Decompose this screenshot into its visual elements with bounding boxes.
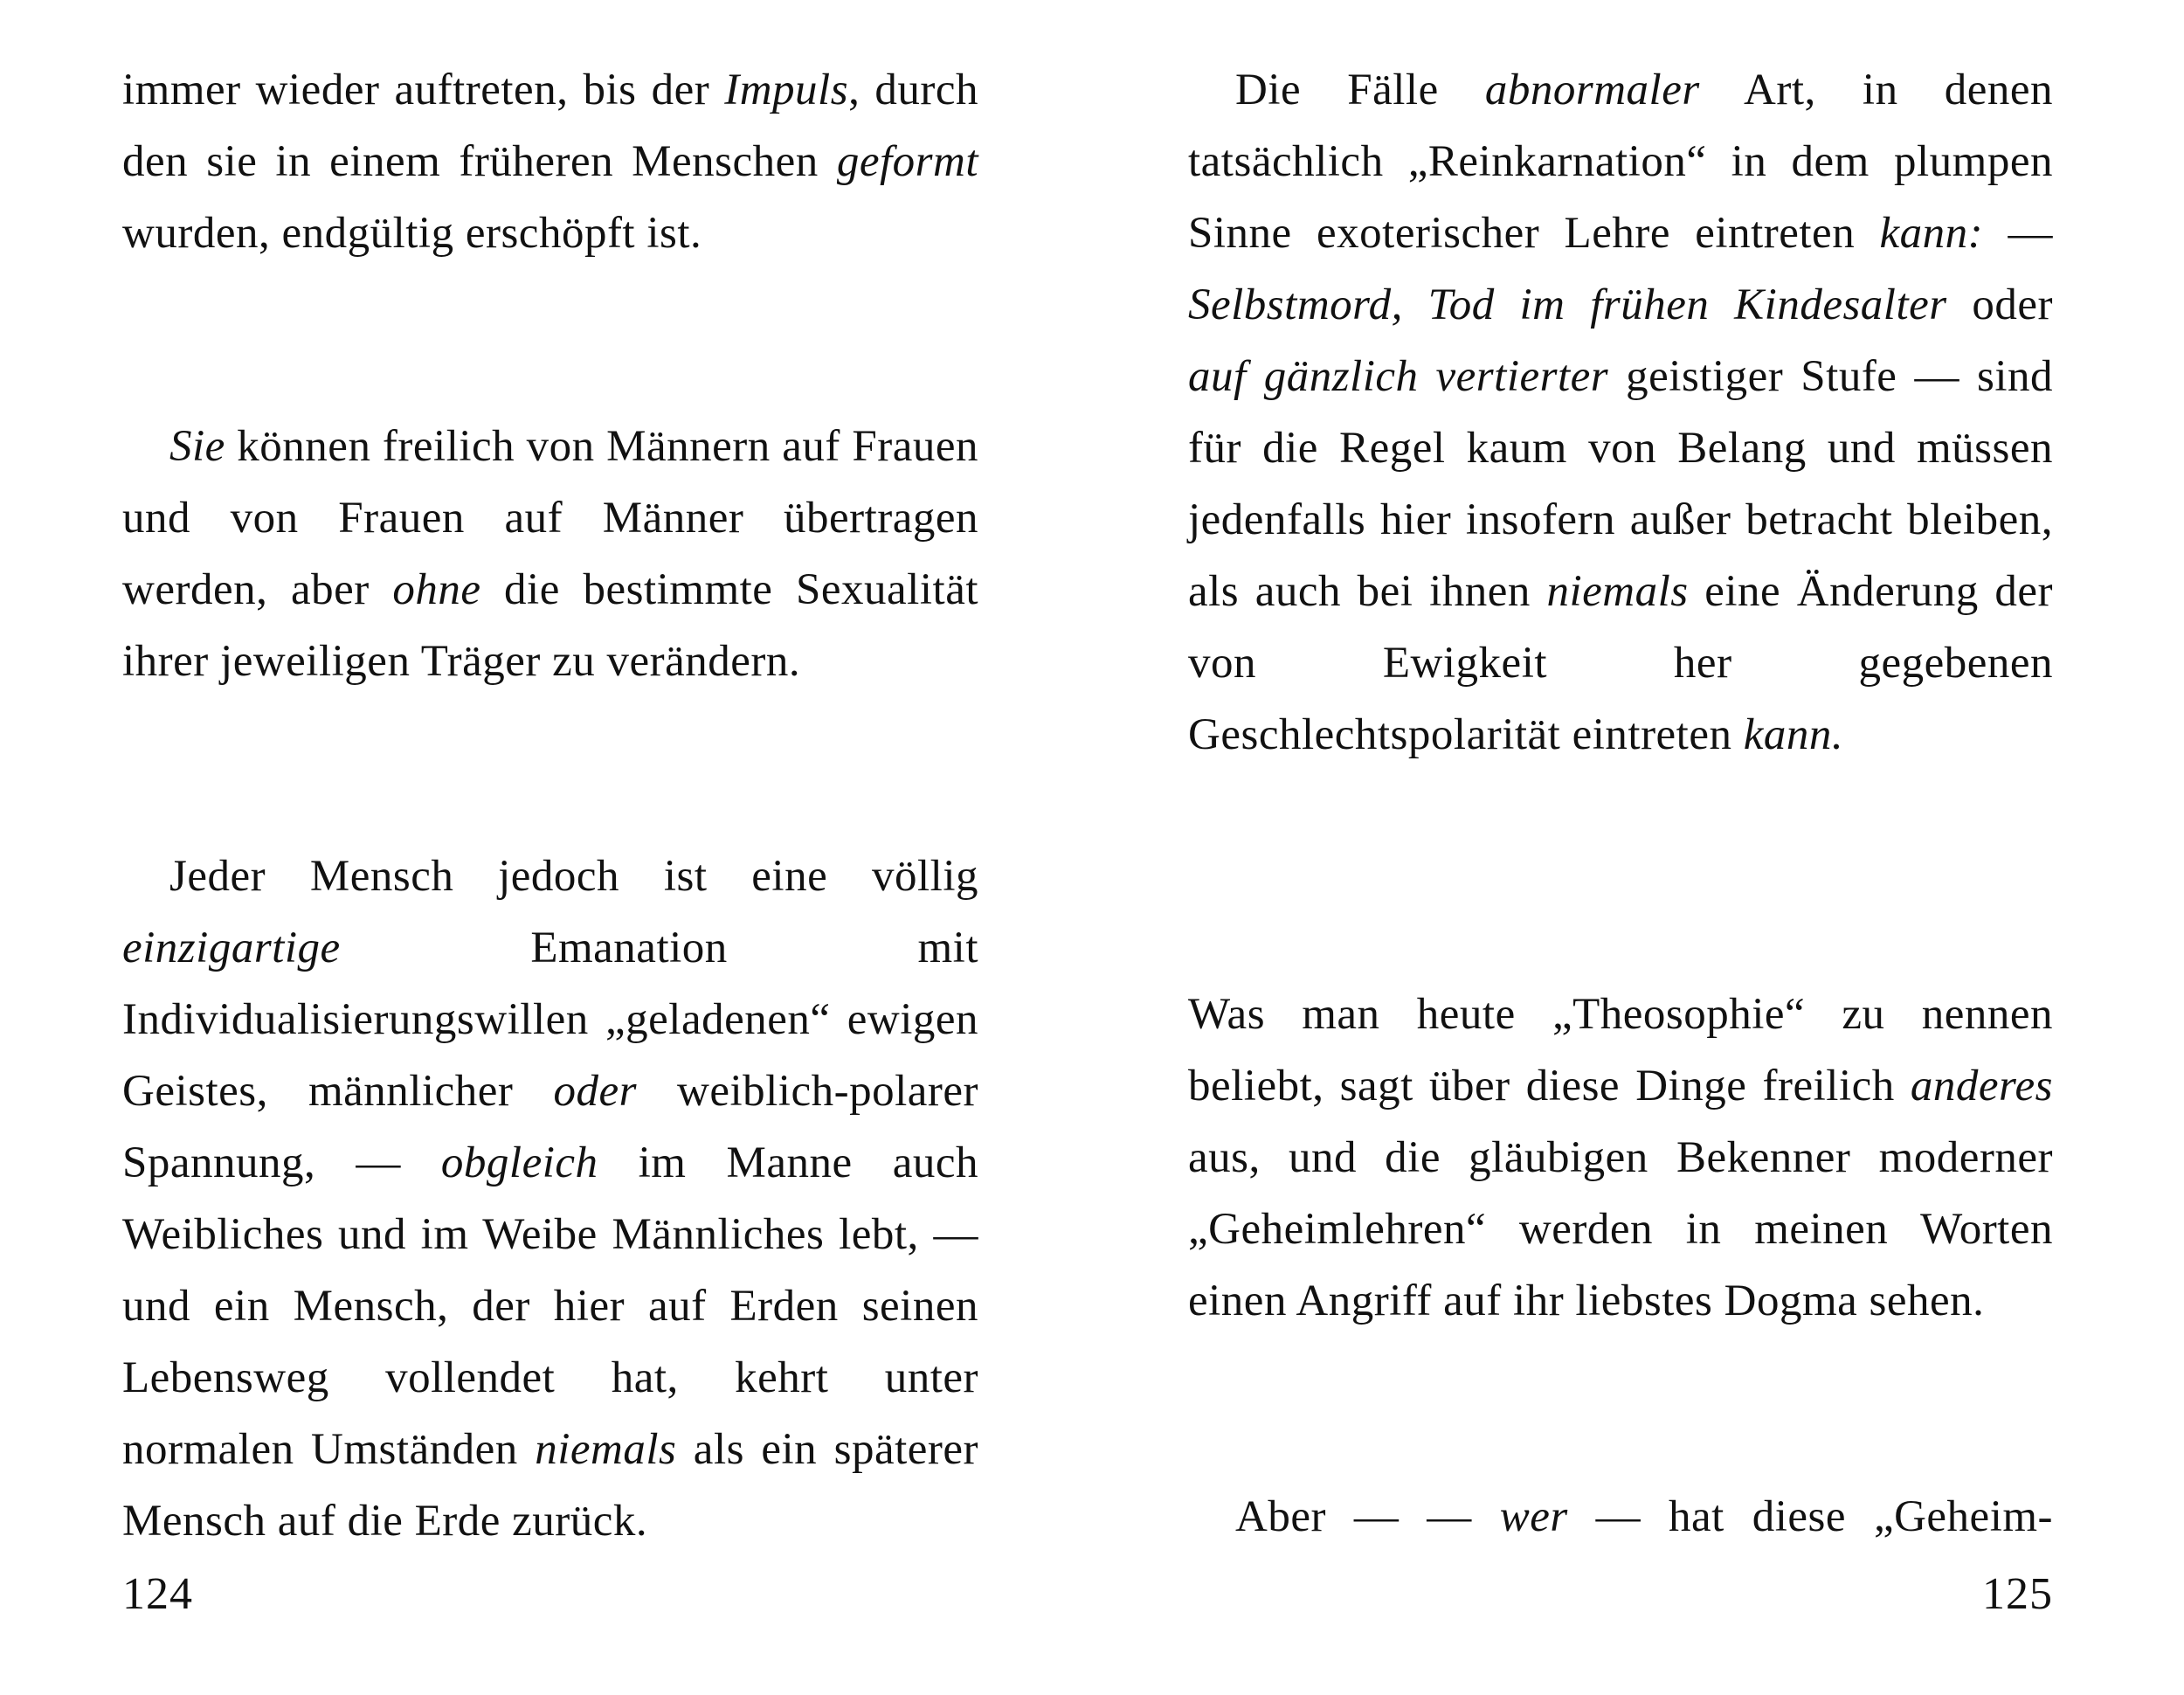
text-segment: Was man heute „Theosophie“ zu nennen beliebt, sagt über diese Dinge freilich: [1188, 990, 2053, 1110]
text-segment-italic: niemals: [1546, 567, 1689, 616]
left-paragraph-2: [122, 411, 978, 697]
text-segment: können freilich von Männern auf Frauen und von Frauen auf Männer übertragen werden, aber: [122, 422, 978, 614]
text-segment-italic: ohne: [392, 565, 481, 614]
text-segment-italic: geformt: [836, 137, 978, 186]
text-segment-italic: Impuls: [724, 66, 849, 114]
text-segment: wurden, endgültig erschöpft ist.: [122, 209, 702, 258]
right-paragraph-2: [1188, 979, 2053, 1337]
text-segment-italic: kann.: [1743, 710, 1844, 759]
text-segment: aus, und die gläubigen Bekenner moderner „Geheimlehren“ werden in meinen Worten einen Angriff auf ihr liebstes Dogma sehen.: [1188, 1133, 2053, 1325]
left-paragraph-1: [122, 54, 978, 269]
text-segment: im Manne auch Weibliches und im Weibe Männliches lebt, — und ein Mensch, der hier auf Erden seinen Lebensweg vollendet hat, kehrt unter normalen Umständen: [122, 1138, 978, 1474]
text-segment-italic: Selbstmord, Tod im frühen Kindesalter: [1188, 280, 1947, 329]
text-segment: Aber — —: [1235, 1492, 1500, 1541]
text-segment-italic: wer: [1499, 1492, 1568, 1541]
text-segment-italic: obgleich: [440, 1138, 598, 1187]
page-number-left: 124: [122, 1569, 193, 1619]
text-segment-italic: Sie: [169, 422, 225, 471]
text-segment-italic: kann:: [1879, 209, 1984, 258]
left-paragraph-3: [122, 841, 978, 1557]
right-paragraph-3: [1188, 1481, 2053, 1553]
text-segment-italic: einzigartige: [122, 924, 341, 972]
text-segment: Art, in denen tatsächlich „Reinkarnation“ in dem plumpen Sinne exoterischer Lehre eintreten: [1188, 66, 2053, 258]
left-page: [122, 0, 978, 1695]
text-segment: Jeder Mensch jedoch ist eine völlig: [169, 852, 978, 901]
right-paragraph-1: [1188, 54, 2053, 771]
text-segment: —: [1983, 209, 2053, 258]
text-segment: Die Fälle: [1235, 66, 1485, 114]
text-segment-italic: niemals: [535, 1425, 677, 1474]
text-segment: die bestimmte Sexualität ihrer jeweiligen Träger zu verändern.: [122, 565, 978, 686]
text-segment-italic: anderes: [1910, 1062, 2053, 1110]
text-segment: — hat diese „Geheim-: [1567, 1492, 2054, 1541]
text-segment: eine Änderung der von Ewigkeit her gegebenen Geschlechtspolarität eintreten: [1188, 567, 2053, 759]
right-page: [1188, 0, 2053, 1695]
text-segment: geistiger Stufe — sind für die Regel kaum von Belang und müssen jedenfalls hier insofern außer betracht bleiben, als auch bei ihnen: [1188, 352, 2054, 616]
text-segment: oder: [1946, 280, 2053, 329]
text-segment-italic: abnormaler: [1484, 66, 1700, 114]
text-segment: Emanation mit Individualisierungswillen „geladenen“ ewigen Geistes, männlicher: [122, 924, 978, 1116]
page-number-right: 125: [1982, 1569, 2053, 1619]
text-segment: immer wieder auftreten, bis der: [122, 66, 725, 114]
text-segment: als ein späterer Mensch auf die Erde zurück.: [122, 1425, 978, 1546]
text-segment: weiblich-polarer Spannung, —: [122, 1067, 978, 1187]
text-segment: , durch den sie in einem früheren Menschen: [122, 66, 978, 186]
text-segment-italic: oder: [553, 1067, 637, 1116]
text-segment-italic: auf gänzlich vertierter: [1188, 352, 1609, 401]
